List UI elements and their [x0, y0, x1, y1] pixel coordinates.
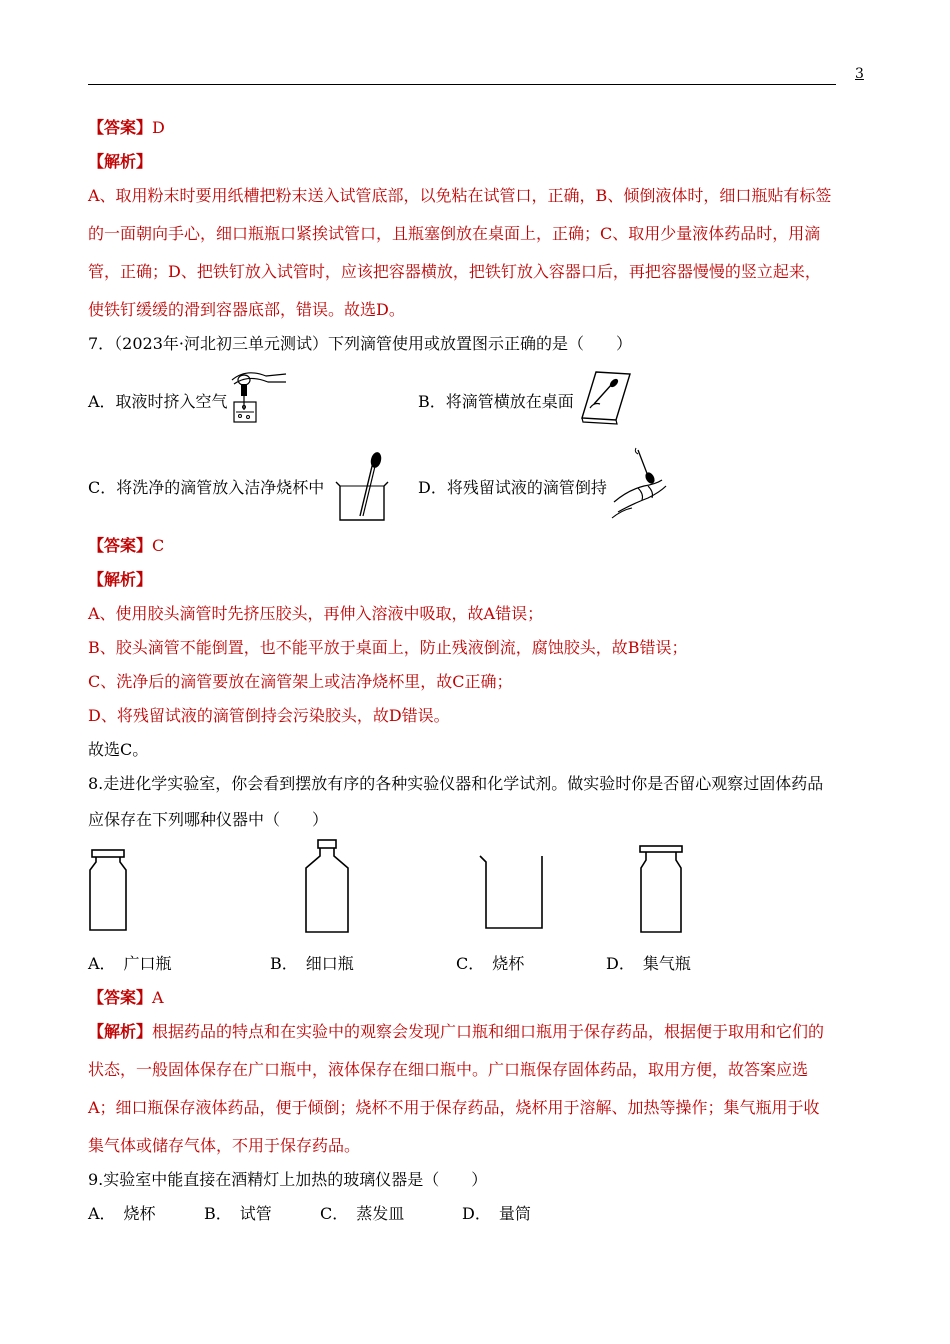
q9-option-a: A． 烧杯: [88, 1204, 156, 1223]
q8-analysis-line: 集气体或储存气体，不用于保存药品。: [88, 1136, 361, 1155]
q8-option-d: D． 集气瓶: [606, 954, 691, 973]
q8-analysis-line: A；细口瓶保存液体药品，便于倾倒；烧杯不用于保存药品，烧杯用于溶解、加热等操作；集气瓶用于收: [88, 1098, 820, 1117]
q7-analysis-line: B、胶头滴管不能倒置，也不能平放于桌面上，防止残液倒流，腐蚀胶头，故B错误；: [88, 638, 688, 657]
wide-mouth-bottle-figure: [86, 848, 130, 936]
q8-stem-line: 应保存在下列哪种仪器中（ ）: [88, 810, 329, 829]
dropper-on-desk-figure: [578, 370, 634, 430]
q8-option-c: C． 烧杯: [456, 954, 525, 973]
dropper-inverted-figure: [608, 446, 672, 526]
q8-option-a: A． 广口瓶: [88, 954, 172, 973]
q8-stem-line: 8.走进化学实验室，你会看到摆放有序的各种实验仪器和化学试剂。做实验时你是否留心观察过固体药品: [88, 774, 824, 793]
q8-answer: [88, 988, 164, 1008]
beaker-figure: [478, 850, 548, 934]
q7-option-b: B．将滴管横放在桌面: [418, 392, 574, 411]
dropper-in-beaker-figure: [330, 452, 394, 528]
q7-conclusion: 故选C。: [88, 740, 149, 759]
page-number: 3: [855, 66, 864, 82]
q7-analysis-line: A、使用胶头滴管时先挤压胶头，再伸入溶液中吸取，故A错误；: [88, 604, 544, 623]
answer-value: A: [152, 988, 164, 1007]
q9-stem: 9.实验室中能直接在酒精灯上加热的玻璃仪器是（ ）: [88, 1170, 488, 1189]
q7-stem: 7．（2023年·河北初三单元测试）下列滴管使用或放置图示正确的是（ ）: [88, 334, 632, 353]
q9-option-b: B． 试管: [204, 1204, 272, 1223]
q6-analysis-line: 使铁钉缓缓的滑到容器底部，错误。故选D。: [88, 300, 405, 319]
q7-option-c: C．将洗净的滴管放入洁净烧杯中: [88, 478, 325, 497]
q6-answer: [88, 118, 165, 138]
q7-option-d: D．将残留试液的滴管倒持: [418, 478, 607, 497]
answer-label: 【答案】: [88, 988, 153, 1007]
answer-value: C: [152, 536, 165, 555]
q6-analysis-line: 管，正确；D、把铁钉放入试管时，应该把容器横放，把铁钉放入容器口后，再把容器慢慢的竖立起来，: [88, 262, 821, 281]
q7-analysis-label: 【解析】: [88, 570, 153, 589]
answer-value: D: [152, 118, 165, 137]
narrow-mouth-bottle-figure: [302, 838, 352, 938]
analysis-label: 【解析】: [88, 1022, 153, 1041]
header-rule: [88, 84, 836, 85]
q6-analysis-line: A、取用粉末时要用纸槽把粉末送入试管底部，以免粘在试管口，正确，B、倾倒液体时，细口瓶贴有标签: [88, 186, 832, 205]
q6-analysis-label: 【解析】: [88, 152, 153, 171]
q7-analysis-line: D、将残留试液的滴管倒持会污染胶头，故D错误。: [88, 706, 450, 725]
q8-analysis-line: [88, 1022, 824, 1042]
q6-analysis-line: 的一面朝向手心，细口瓶瓶口紧挨试管口，且瓶塞倒放在桌面上，正确；C、取用少量液体药品时，用滴: [88, 224, 821, 243]
q7-analysis-line: C、洗净后的滴管要放在滴管架上或洁净烧杯里，故C正确；: [88, 672, 513, 691]
analysis-text: 根据药品的特点和在实验中的观察会发现广口瓶和细口瓶用于保存药品，根据便于取用和它们的: [152, 1022, 825, 1041]
q8-analysis-line: 状态，一般固体保存在广口瓶中，液体保存在细口瓶中。广口瓶保存固体药品，取用方便，故答案应选: [88, 1060, 809, 1079]
q7-answer: [88, 536, 164, 556]
q7-option-a: A．取液时挤入空气: [88, 392, 228, 411]
answer-label: 【答案】: [88, 536, 153, 555]
dropper-squeeze-figure: [226, 362, 290, 428]
q9-option-c: C． 蒸发皿: [320, 1204, 405, 1223]
q9-option-d: D． 量筒: [462, 1204, 531, 1223]
gas-collecting-bottle-figure: [638, 844, 684, 938]
answer-label: 【答案】: [88, 118, 153, 137]
q8-option-b: B． 细口瓶: [270, 954, 354, 973]
